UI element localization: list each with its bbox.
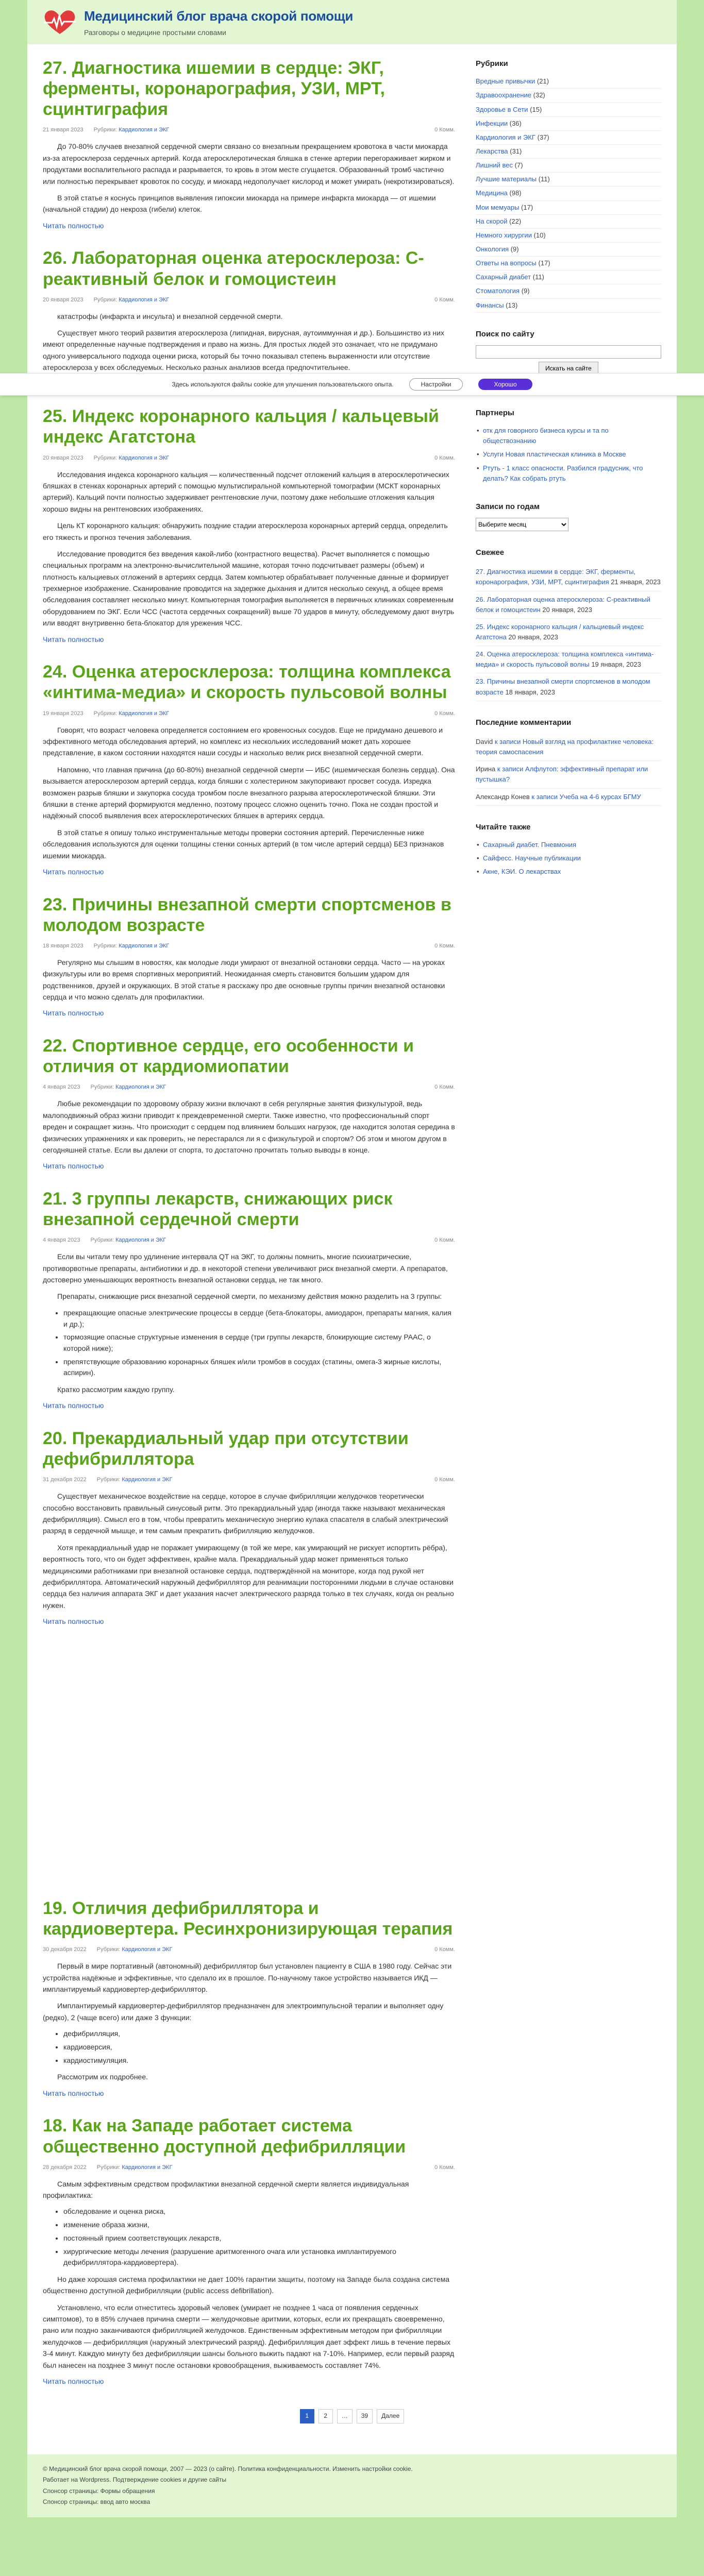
- category-link[interactable]: Инфекции: [476, 119, 508, 127]
- recent-date: 20 января, 2023: [508, 633, 559, 641]
- post-list: [63, 2206, 455, 2268]
- post-list-item: • постоянный прием соответствующих лекарств,: [63, 2233, 455, 2244]
- post-card: [43, 1428, 455, 1882]
- comment-item: [476, 734, 661, 761]
- site-header: [27, 0, 677, 44]
- also-list: [476, 838, 661, 878]
- post-category-link[interactable]: Кардиология и ЭКГ: [115, 1084, 166, 1091]
- post-date: 30 декабря 2022: [43, 1946, 87, 1953]
- post-rubric: [91, 1083, 166, 1092]
- post-title[interactable]: 24. Оценка атеросклероза: толщина комплекса «интима-медиа» и скорость пульсовой волны: [43, 662, 451, 703]
- recent-link[interactable]: 24. Оценка атеросклероза: толщина комплекса «интима-медиа» и скорость пульсовой волны: [476, 650, 654, 669]
- read-more-link[interactable]: Читать полностью: [43, 1401, 104, 1410]
- recent-date: 19 января, 2023: [591, 660, 641, 669]
- post-card: [43, 248, 455, 389]
- category-link[interactable]: Немного хирургии: [476, 231, 532, 239]
- comment-author: Ирина: [476, 765, 496, 773]
- post-paragraph: Имплантируемый кардиовертер-дефибриллятор предназначен для электроимпульсной терапии и выполняет одну (редко), 2 (чаще всего) или даже 3 функции:: [43, 2002, 444, 2022]
- post-paragraph: Кратко рассмотрим каждую группу.: [57, 1385, 175, 1394]
- post-date: 18 января 2023: [43, 942, 83, 949]
- post-paragraph: До 70-80% случаев внезапной сердечной смерти связано со внезапным прекращением кровотока в части миокарда из-за атеросклероза сердечных артерий. Когда атеросклеротическая бляшка в стенке артерии перегораживает жирком и продуктами воспалительного распада и разрывается, то кровь в этом месте сгущается. Образованный тромб частично или полностью перекрывает кровоток по сосуду, и миокард недополучает кислород и может умирать (некротизироваться).: [43, 142, 455, 185]
- partner-item: [476, 462, 661, 485]
- category-item[interactable]: [476, 117, 661, 131]
- post-card: [43, 406, 455, 645]
- read-more-link[interactable]: Читать полностью: [43, 1162, 104, 1171]
- also-widget: [476, 821, 661, 879]
- post-category-link[interactable]: Кардиология и ЭКГ: [115, 1237, 166, 1244]
- post-rubric-prefix: Рубрики:: [90, 1084, 114, 1091]
- footer-copyright: © Медицинский блог врача скорой помощи, 2007 — 2023 (о сайте). Политика конфиденциальности. Изменить настройки cookie.: [43, 2465, 413, 2472]
- post-title[interactable]: 22. Спортивное сердце, его особенности и отличия от кардиомиопатии: [43, 1036, 414, 1077]
- partner-item: [476, 424, 661, 448]
- page-number[interactable]: 1: [300, 2409, 314, 2424]
- post-card: [43, 1189, 455, 1412]
- cookie-banner: [0, 373, 704, 396]
- post-title[interactable]: 25. Индекс коронарного кальция / кальцевый индекс Агатстона: [43, 406, 439, 447]
- post-paragraph: Цель КТ коронарного кальция: обнаружить поздние стадии атеросклероза коронарных артерий сердца, определить его тяжесть и прогноз течения заболевания.: [43, 521, 448, 541]
- post-rubric-prefix: Рубрики:: [96, 2164, 121, 2171]
- recent-item: [476, 564, 661, 591]
- category-count: (22): [509, 217, 522, 225]
- post-title[interactable]: 18. Как на Западе работает система общественно доступной дефибрилляции: [43, 2116, 406, 2157]
- cookie-accept-button[interactable]: Хорошо: [478, 379, 532, 390]
- heart-ecg-logo-icon[interactable]: [43, 8, 77, 36]
- post-rubric: [97, 1945, 173, 1954]
- recent-title: Свежее: [476, 548, 505, 557]
- post-meta: [43, 454, 455, 463]
- category-item[interactable]: [476, 243, 661, 257]
- post-comments-count[interactable]: 0 Комм.: [434, 1084, 455, 1091]
- post-title[interactable]: 27. Диагностика ишемии в сердце: ЭКГ, ферменты, коронарография, УЗИ, МРТ, сцинтиграфия: [43, 58, 385, 120]
- also-title: Читайте также: [476, 822, 531, 832]
- archive-title: Записи по годам: [476, 502, 540, 511]
- post-rubric-prefix: Рубрики:: [96, 1477, 121, 1483]
- category-link[interactable]: Здравоохранение: [476, 91, 532, 99]
- post-comments-count[interactable]: 0 Комм.: [434, 2164, 455, 2171]
- post-rubric-prefix: Рубрики:: [93, 296, 118, 303]
- partners-list: [476, 424, 661, 485]
- post-list-item: • тормозящие опасные структурные изменения в сердце (три группы лекарств, блокирующие систему РААС, о которой ниже);: [63, 1332, 455, 1354]
- category-count: (11): [532, 273, 544, 281]
- category-count: (31): [510, 147, 522, 155]
- post-rubric-prefix: Рубрики:: [93, 454, 118, 461]
- recent-item: [476, 646, 661, 673]
- post-title[interactable]: 21. 3 группы лекарств, снижающих риск внезапной сердечной смерти: [43, 1189, 393, 1230]
- post-paragraph: Существует механическое воздействие на сердце, которое в случае фибрилляции желудочков теоретически способно восстановить правильный синусовый ритм. Это прекардиальный удар (иногда также называют механическая дефибрилляция). Смысл его в том, чтобы превратить механическую энергию кулака спасателя в слабый электрический разряд в сердечной мышце, и тем самым прекратить фибрилляцию желудочков.: [43, 1492, 448, 1535]
- post-card: [43, 1036, 455, 1172]
- post-title[interactable]: 20. Прекардиальный удар при отсутствии дефибриллятора: [43, 1429, 409, 1469]
- post-rubric: [94, 942, 170, 951]
- post-rubric: [97, 1476, 173, 1484]
- post-date: 28 декабря 2022: [43, 2164, 87, 2171]
- also-link[interactable]: Акне, КЭИ. О лекарствах: [483, 868, 561, 876]
- post-meta: [43, 1945, 455, 1954]
- post-date: 4 января 2023: [43, 1237, 80, 1244]
- comment-link[interactable]: к записи Алфлутоп: эффективный препарат или пустышка?: [476, 765, 648, 784]
- post-card: [43, 1898, 455, 2099]
- post-list-item: • препятствующие образованию коронарных бляшек и/или тромбов в сосудах (статины, омега-3 жирные кислоты, аспирин).: [63, 1357, 455, 1379]
- category-link[interactable]: Лучшие материалы: [476, 175, 537, 183]
- category-count: (9): [521, 287, 530, 295]
- post-rubric: [91, 1236, 166, 1245]
- comment-author: David: [476, 738, 493, 745]
- recent-list: [476, 564, 661, 701]
- post-comments-count[interactable]: 0 Комм.: [434, 454, 455, 461]
- post-comments-count[interactable]: 0 Комм.: [434, 127, 455, 133]
- post-rubric: [94, 709, 170, 718]
- category-link[interactable]: Кардиология и ЭКГ: [476, 133, 535, 141]
- cookie-settings-button[interactable]: Настройки: [409, 378, 463, 391]
- post-meta: [43, 1476, 455, 1484]
- post-list-item: • кардиостимуляция.: [63, 2055, 455, 2066]
- also-link[interactable]: Сайфесс. Научные публикации: [483, 854, 581, 862]
- post-paragraph: Самым эффективным средством профилактики внезапной сердечной смерти является индивидуальная профилактика:: [43, 2179, 409, 2200]
- post-comments-count[interactable]: 0 Комм.: [434, 1946, 455, 1953]
- site-footer: [27, 2454, 677, 2517]
- post-date: 20 января 2023: [43, 296, 83, 303]
- post-category-link[interactable]: Кардиология и ЭКГ: [119, 127, 170, 133]
- search-input[interactable]: [476, 345, 661, 359]
- comment-item: [476, 789, 661, 806]
- recent-link[interactable]: 23. Причины внезапной смерти спортсменов в молодом возрасте: [476, 677, 650, 696]
- category-link[interactable]: Лишний вес: [476, 161, 513, 170]
- category-count: (32): [533, 91, 545, 99]
- post-title[interactable]: 19. Отличия дефибриллятора и кардиовертера. Ресинхронизирующая терапия: [43, 1899, 453, 1939]
- category-count: (11): [538, 175, 550, 183]
- partners-title: Партнеры: [476, 408, 514, 417]
- post-date: 21 января 2023: [43, 127, 83, 133]
- post-paragraph: Любые рекомендации по здоровому образу жизни включают в себя регулярные занятия физкультурой, ведь малоподвижный образ жизни приводит к преждевременной смерти. Также известно, что профессиональный спорт вреден и сокращает жизнь. Что происходит с сердцем под влиянием больших нагрузок, где находится золотая середина в физических упражнениях и как проверить, не перестарался ли я с физкультурой и спортом? Об этом и многом другом в сегодняшней статье. Если вы далеки от спорта, то достаточно прочитать только выводы в конце.: [43, 1099, 455, 1154]
- post-paragraph: Напомню, что главная причина (до 60-80%) внезапной сердечной смерти — ИБС (ишемическая болезнь сердца). Она вызывается атеросклерозом артерий сердца, когда бляшки с холестерином закупоривают просвет сосуда. Изредка возможен разрыв бляшки и закупорка сосуда тромбом после внезапного разрыва атеросклеротической бляшки. Эти бляшки в стенке артерий формируются медленно, поэтому процесс сложно оценить точно. Пока не создан простой и надёжный способ выявления всех атеросклеротических бляшек в артериях сердца.: [43, 765, 455, 820]
- comment-link[interactable]: к записи Новый взгляд на профилактике человека: теория самоспасения: [476, 738, 654, 756]
- post-meta: [43, 1083, 455, 1092]
- post-category-link[interactable]: Кардиология и ЭКГ: [122, 1946, 173, 1953]
- read-more-link[interactable]: Читать полностью: [43, 2377, 104, 2386]
- post-meta: [43, 2163, 455, 2172]
- also-item: [476, 865, 661, 878]
- post-rubric: [94, 454, 170, 463]
- post-paragraph: В этой статье я опишу только инструментальные методы проверки состояния артерий. Перечисленные ниже обследования используются для оценки толщины стенки сонных артерий (в том числе артерий сердца) БЕЗ признаков ишемии миокарда.: [43, 828, 444, 860]
- read-more-link[interactable]: Читать полностью: [43, 1617, 104, 1626]
- also-item: [476, 852, 661, 865]
- category-item[interactable]: [476, 173, 661, 187]
- categories-list: [476, 75, 661, 312]
- post-meta: [43, 942, 455, 951]
- post-list: [63, 1308, 455, 1379]
- category-count: (15): [530, 105, 542, 113]
- comments-title: Последние комментарии: [476, 718, 572, 727]
- post-paragraph: Установлено, что если отнеститесь здоровый человек (умирает не позднее 1 часа от появления сердечных симптомов), то в 85% случаев причина смерти — желудочковые аритмии, которых, если их прекращать своевременно, рано или поздно заканчиваются фибрилляцией желудочков. Единственным эффективным методом при фибрилляции желудочков — дефибрилляция (наружный электрический разряд). Дефибрилляция дает эффект лишь в течение первых 3-4 минут. Каждую минуту без дефибрилляции шансы больного выжить падают на 7-10%. Например, если первый разряд был нанесен на позднее 3 минут после остановки кровообращения, выживаемость составляет 74%.: [43, 2303, 455, 2369]
- recent-date: 20 января, 2023: [542, 605, 592, 614]
- category-item[interactable]: [476, 284, 661, 298]
- post-paragraph: В этой статье я коснусь принципов выявления гипоксии миокарда на примере инфаркта миокарда — от ишемии (начальной стадии) до некроза (гибели) клеток.: [43, 193, 436, 214]
- post-rubric-prefix: Рубрики:: [90, 1237, 114, 1244]
- post-category-link[interactable]: Кардиология и ЭКГ: [119, 296, 170, 303]
- post-paragraph: катастрофы (инфаркта и инсульта) и внезапной сердечной смерти.: [57, 312, 283, 320]
- read-more-link[interactable]: Читать полностью: [43, 867, 104, 876]
- site-description: Разговоры о медицине простыми словами: [84, 28, 226, 37]
- post-list-item: • обследование и оценка риска,: [63, 2206, 455, 2217]
- recent-link[interactable]: 25. Индекс коронарного кальция / кальциевый индекс Агатстона: [476, 622, 644, 641]
- category-link[interactable]: Ответы на вопросы: [476, 259, 537, 267]
- post-rubric-prefix: Рубрики:: [93, 710, 118, 717]
- category-link[interactable]: Вредные привычки: [476, 77, 535, 86]
- next-page-link[interactable]: Далее: [377, 2409, 404, 2424]
- category-item[interactable]: [476, 159, 661, 173]
- post-date: 4 января 2023: [43, 1084, 80, 1091]
- post-list-item: • хирургические методы лечения (разрушение аритмогенного очага или установка имплантируемого дефибриллятора-кардиовертера).: [63, 2246, 455, 2268]
- recent-date: 18 января, 2023: [505, 688, 555, 696]
- post-card: [43, 894, 455, 1020]
- post-rubric-prefix: Рубрики:: [93, 127, 118, 133]
- partners-widget: [476, 407, 661, 485]
- post-rubric: [94, 296, 170, 304]
- category-item[interactable]: [476, 89, 661, 103]
- post-paragraph: Но даже хорошая система профилактики не дает 100% гарантии защиты, поэтому на Западе была создана система общественно доступной дефибрилляции (public access defibrillation).: [43, 2275, 449, 2295]
- recent-item: [476, 591, 661, 619]
- category-count: (21): [537, 77, 549, 86]
- category-link[interactable]: Стоматология: [476, 287, 520, 295]
- post-category-link[interactable]: Кардиология и ЭКГ: [119, 454, 170, 461]
- post-category-link[interactable]: Кардиология и ЭКГ: [122, 2164, 173, 2171]
- post-list-item: • изменение образа жизни,: [63, 2219, 455, 2231]
- read-more-link[interactable]: Читать полностью: [43, 635, 104, 643]
- post-paragraph: Хотя прекардиальный удар не поражает умирающему (в той же мере, как умирающий не рискует испортить рёбра), вероятность того, что он будет эффективен, крайне мала. Прекардиальный удар может применяться только медицинскими работниками при внезапной остановке сердца, подтверждённой на мониторе, когда под рукой нет дефибриллятора. Автоматический наружный дефибриллятор для реанимации посторонними людьми в случае остановки сердца без наличия аппарата ЭКГ и дает указания насчет электрического разряда только в тех случаях, когда он реально нужен.: [43, 1543, 454, 1609]
- post-list: [63, 2028, 455, 2066]
- category-link[interactable]: Сахарный диабет: [476, 273, 531, 281]
- category-count: (17): [538, 259, 550, 267]
- post-paragraph: Препараты, снижающие риск внезапной сердечной смерти, по механизму действия можно разделить на 3 группы:: [57, 1292, 442, 1301]
- category-item[interactable]: [476, 103, 661, 117]
- post-meta: [43, 296, 455, 304]
- footer-sponsor-2: Спонсор страницы: ввод авто москва: [43, 2498, 150, 2506]
- also-item: [476, 838, 661, 852]
- archive-month-select[interactable]: [476, 518, 568, 531]
- post-date: 20 января 2023: [43, 454, 83, 461]
- post-list-item: • дефибрилляция,: [63, 2028, 455, 2040]
- read-more-link[interactable]: Читать полностью: [43, 1009, 104, 1018]
- page-number: …: [337, 2409, 353, 2424]
- partner-item: [476, 448, 661, 461]
- comments-widget: [476, 717, 661, 806]
- category-item[interactable]: [476, 201, 661, 215]
- category-link[interactable]: Лекарства: [476, 147, 508, 155]
- post-paragraph: Существует много теорий развития атеросклероза (липидная, вирусная, аутоиммунная и др.). Большинство из них имеют определенные научные подтверждения и право на жизнь. Для простых людей это означает, что не придумано одного универсального подхода оценки риска, который бы точно показывал степень выраженности или отсутствие атеросклероза у всех обследуемых. Несколько разных анализов всегда предпочтительнее.: [43, 329, 444, 372]
- partner-link[interactable]: Услуги Новая пластическая клиника в Москве: [483, 450, 626, 459]
- page-number[interactable]: 2: [319, 2409, 333, 2424]
- categories-widget: [476, 58, 661, 313]
- post-title[interactable]: 26. Лабораторная оценка атеросклероза: С-реактивный белок и гомоцистеин: [43, 248, 424, 289]
- post-comments-count[interactable]: 0 Комм.: [434, 942, 455, 949]
- search-submit-button[interactable]: Искать на сайте: [539, 362, 598, 375]
- footer-powered: Работает на Wordpress. Подтверждение cookies и другие сайты: [43, 2476, 227, 2484]
- category-item[interactable]: [476, 257, 661, 270]
- category-link[interactable]: Мои мемуары: [476, 203, 519, 211]
- category-link[interactable]: Медицина: [476, 189, 508, 197]
- comment-author: Александр Конев: [476, 792, 530, 801]
- category-count: (9): [510, 245, 519, 253]
- post-meta: [43, 1236, 455, 1245]
- category-count: (36): [509, 119, 522, 127]
- post-paragraph: Первый в мире портативный (автономный) дефибриллятор был установлен пациенту в США в 1980 году. Сейчас эти устройства надёжные и эффективные, что сделало их в прошлое. По-научному такое устройство называется ИКД — имплантируемый кардиовертер-дефибриллятор.: [43, 1962, 452, 1994]
- post-rubric: [94, 126, 170, 134]
- category-count: (17): [521, 203, 533, 211]
- post-list: [43, 58, 455, 2404]
- partner-link[interactable]: отк для говорного бизнеса курсы и та по обществознанию: [483, 427, 609, 445]
- post-category-link[interactable]: Кардиология и ЭКГ: [119, 710, 170, 717]
- partner-link[interactable]: Ртуть - 1 класс опасности. Разбился градусник, что делать? Как собрать ртуть: [483, 464, 643, 482]
- post-date: 31 декабря 2022: [43, 1477, 87, 1483]
- archive-widget: [476, 501, 661, 531]
- read-more-link[interactable]: Читать полностью: [43, 2089, 104, 2097]
- category-count: (37): [537, 133, 549, 141]
- footer-sponsor-1: Спонсор страницы: Формы обращения: [43, 2487, 155, 2495]
- cookie-text: Здесь используются файлы cookie для улучшения пользовательского опыта.: [172, 380, 394, 388]
- comment-item: [476, 761, 661, 788]
- page-number[interactable]: 39: [357, 2409, 373, 2424]
- post-card: [43, 2115, 455, 2387]
- also-link[interactable]: Сахарный диабет. Пневмония: [483, 840, 577, 849]
- post-rubric: [97, 2163, 173, 2172]
- post-title[interactable]: 23. Причины внезапной смерти спортсменов в молодом возрасте: [43, 894, 451, 935]
- recent-widget: [476, 547, 661, 701]
- category-item[interactable]: [476, 270, 661, 284]
- post-category-link[interactable]: Кардиология и ЭКГ: [122, 1477, 173, 1483]
- comment-link[interactable]: к записи Учеба на 4-6 курсах БГМУ: [531, 792, 641, 801]
- category-link[interactable]: Здоровье в Сети: [476, 105, 528, 113]
- category-link[interactable]: Онкология: [476, 245, 509, 253]
- post-rubric-prefix: Рубрики:: [93, 942, 118, 949]
- post-rubric-prefix: Рубрики:: [96, 1946, 121, 1953]
- category-count: (98): [509, 189, 522, 197]
- recent-link[interactable]: 27. Диагностика ишемии в сердце: ЭКГ, ферменты, коронарография, УЗИ, МРТ, сцинтиграфия: [476, 568, 636, 586]
- post-card: [43, 662, 455, 877]
- category-count: (13): [506, 301, 518, 309]
- search-title: Поиск по сайту: [476, 329, 534, 338]
- recent-item: [476, 619, 661, 646]
- category-item[interactable]: [476, 145, 661, 159]
- pagination: [27, 2404, 677, 2454]
- sidebar: [476, 58, 661, 2404]
- post-paragraph: Если вы читали тему про удлинение интервала QT на ЭКГ, то должны помнить, многие психиатрические, противорвотные препараты, антибиотики и др. в некоторой степени увеличивают риск внезапной смерти. А препаратов, достоверно уменьшающих вероятность внезапной остановки сердца, не так много.: [43, 1252, 448, 1284]
- recent-date: 21 января, 2023: [611, 578, 661, 586]
- post-comments-count[interactable]: 0 Комм.: [434, 296, 455, 303]
- post-comments-count[interactable]: 0 Комм.: [434, 1237, 455, 1244]
- post-date: 19 января 2023: [43, 710, 83, 717]
- post-paragraph: Исследование проводится без введения какой-либо (контрастного вещества). Расчет выполняется с помощью специальных программ на электронно-вычислительной машине, которая точно подсчитывает размеры (объем) и плотность кальциевых отложений в артериях сердца. Затем компьютер обрабатывает полученные данные и формирует трехмерное изображение. Сканирование проводится на задержке дыхания и длится несколько секунд, а общее время обследования составляет несколько минут. Компьютерная томография выполняется в первичных клиниках современным оборудованием по ЭКГ. Если ЧСС (частота сердечных сокращений) выше 70 ударов в минуту, обследуемому дают внутрь или вводят внутривенно бета-блокатор для урежения ЧСС.: [43, 549, 455, 628]
- category-item[interactable]: [476, 187, 661, 200]
- post-comments-count[interactable]: 0 Комм.: [434, 710, 455, 717]
- post-paragraph: Исследования индекса коронарного кальция — количественный подсчет отложений кальция в атеросклеротических бляшках в стенках коронарных артерий с помощью мультиспиральной компьютерной томографии (МСКТ коронарных артерий). Кальций почти полностью задерживает рентгеновские лучи, поэтому даже небольшие отложения кальция хорошо видны на рентгеновских изображениях.: [43, 470, 449, 513]
- recent-item: [476, 673, 661, 701]
- comments-list: [476, 734, 661, 806]
- post-paragraph: Регулярно мы слышим в новостях, как молодые люди умирают от внезапной остановки сердца. Часто — на уроках физкультуры или во время спортивных мероприятий. Неожиданная смерть становится большим ударом для родственников, друзей и окружающих. В этой статье я расскажу про две основные группы причин внезапной остановки сердца и что можно сделать для профилактики.: [43, 958, 445, 1002]
- post-category-link[interactable]: Кардиология и ЭКГ: [119, 942, 170, 949]
- category-item[interactable]: [476, 215, 661, 229]
- category-link[interactable]: Финансы: [476, 301, 504, 309]
- post-list-item: • кардиоверсия,: [63, 2042, 455, 2053]
- read-more-link[interactable]: Читать полностью: [43, 221, 104, 230]
- post-comments-count[interactable]: 0 Комм.: [434, 1477, 455, 1483]
- post-paragraph: Рассмотрим их подробнее.: [57, 2073, 148, 2081]
- categories-title: Рубрики: [476, 59, 508, 68]
- category-item[interactable]: [476, 75, 661, 89]
- recent-link[interactable]: 26. Лабораторная оценка атеросклероза: С-реактивный белок и гомоцистеин: [476, 595, 650, 614]
- post-paragraph: Говорят, что возраст человека определяется состоянием его кровеносных сосудов. Еще не придумано дешевого и эффективного метода обследования артерий, но комплекс из нескольких исследований может дать хорошее представление, в каком состоянии находятся наши сосуды и насколько велик риск внезапной сердечной смерти.: [43, 725, 443, 757]
- post-card: [43, 58, 455, 231]
- site-title[interactable]: Медицинский блог врача скорой помощи: [84, 8, 354, 24]
- post-meta: [43, 126, 455, 134]
- post-meta: [43, 709, 455, 718]
- category-count: (10): [533, 231, 546, 239]
- category-item[interactable]: [476, 229, 661, 243]
- category-count: (7): [514, 161, 523, 170]
- category-item[interactable]: [476, 131, 661, 145]
- category-item[interactable]: [476, 299, 661, 313]
- category-link[interactable]: На скорой: [476, 217, 508, 225]
- post-list-item: • прекращающие опасные электрические процессы в сердце (бета-блокаторы, амиодарон, препараты магния, калия и др.);: [63, 1308, 455, 1330]
